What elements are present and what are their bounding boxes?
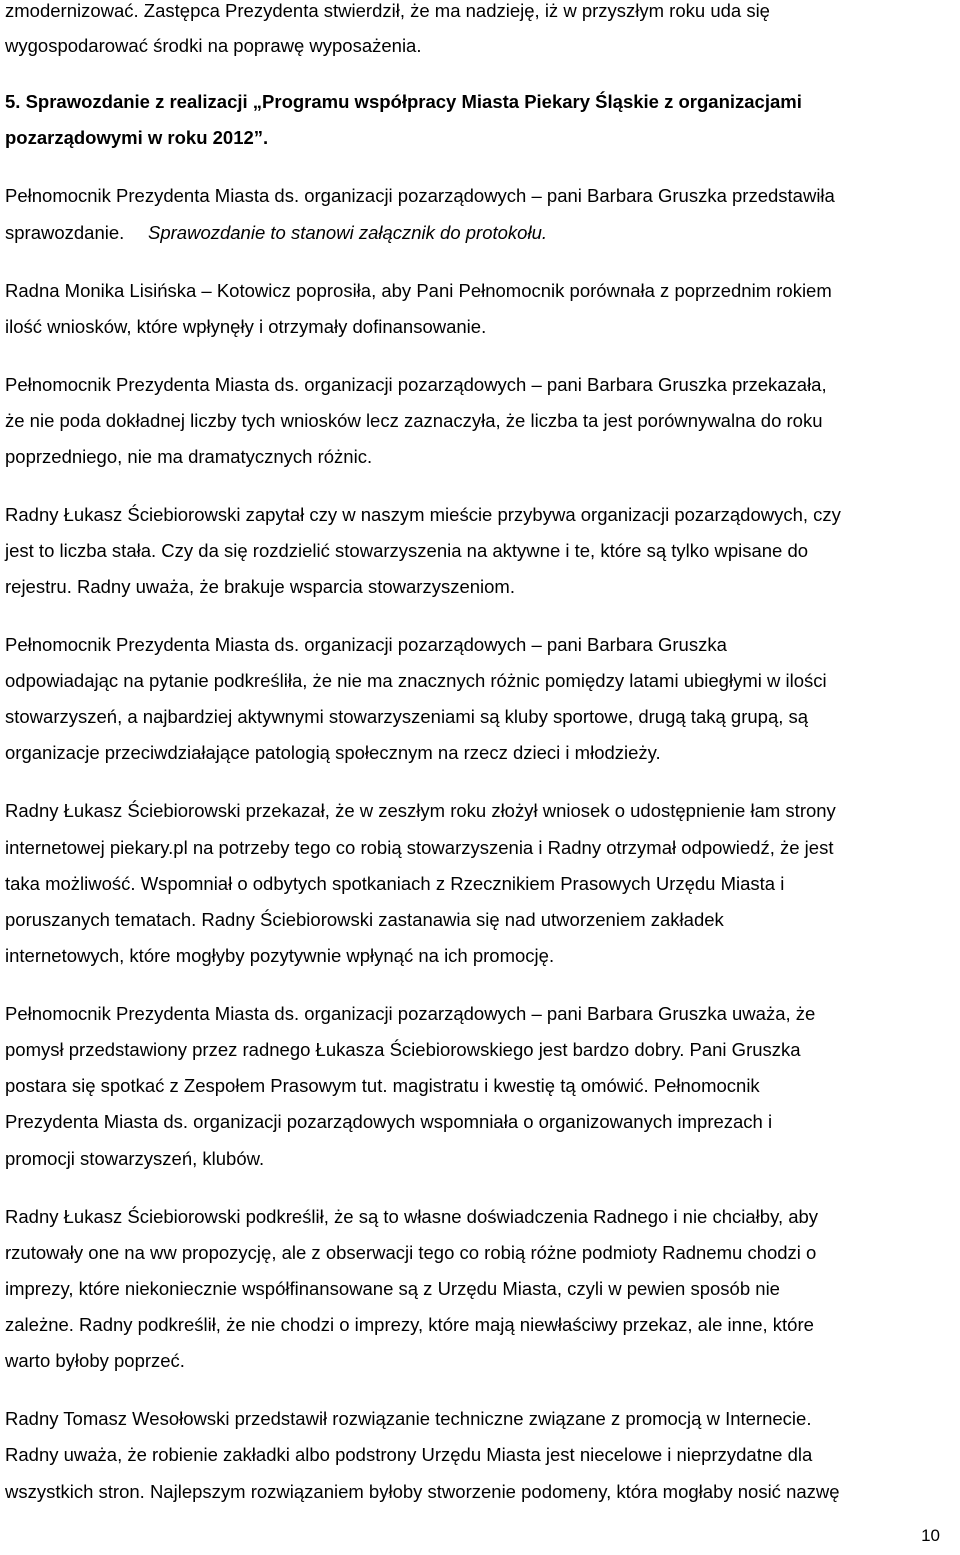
text-line: organizacje przeciwdziałające patologią społecznym na rzecz dzieci i młodzieży. [5,742,661,763]
text-line: internetowej piekary.pl na potrzeby tego co robią stowarzyszenia i Radny otrzymał odpowiedź, że jest [5,837,834,858]
text-line: odpowiadając na pytanie podkreśliła, że nie ma znacznych różnic pomiędzy latami ubiegłymi w ilości [5,670,827,691]
text-line: stowarzyszeń, a najbardziej aktywnymi stowarzyszeniami są kluby sportowe, drugą taką grupą, są [5,706,809,727]
text-line: postara się spotkać z Zespołem Prasowym tut. magistratu i kwestię tą omówić. Pełnomocnik [5,1075,760,1096]
text-line: zależne. Radny podkreślił, że nie chodzi o imprezy, które mają niewłaściwy przekaz, ale inne, które [5,1314,814,1335]
text-line: Pełnomocnik Prezydenta Miasta ds. organizacji pozarządowych – pani Barbara Gruszka [5,634,727,655]
text-line: Radny Tomasz Wesołowski przedstawił rozwiązanie techniczne związane z promocją w Internecie. [5,1408,812,1429]
section-heading: pozarządowymi w roku 2012”. [5,127,269,148]
page-number: 10 [921,1526,940,1545]
text-line: wygospodarować środki na poprawę wyposażenia. [5,35,422,56]
text-line: Pełnomocnik Prezydenta Miasta ds. organizacji pozarządowych – pani Barbara Gruszka przekazała, [5,374,827,395]
text-line: wszystkich stron. Najlepszym rozwiązaniem byłoby stworzenie podomeny, która mogłaby nosić nazwę [5,1481,840,1502]
text-line: Pełnomocnik Prezydenta Miasta ds. organizacji pozarządowych – pani Barbara Gruszka przedstawiła [5,185,835,206]
text-line: Pełnomocnik Prezydenta Miasta ds. organizacji pozarządowych – pani Barbara Gruszka uważa, że [5,1003,816,1024]
italic-note: Sprawozdanie to stanowi załącznik do protokołu. [148,222,548,243]
text-line: sprawozdanie. [5,222,125,243]
text-line: promocji stowarzyszeń, klubów. [5,1148,265,1169]
text-line: imprezy, które niekoniecznie współfinansowane są z Urzędu Miasta, czyli w pewien sposób nie [5,1278,780,1299]
text-line: ilość wniosków, które wpłynęły i otrzymały dofinansowanie. [5,316,487,337]
text-line: rejestru. Radny uważa, że brakuje wsparcia stowarzyszeniom. [5,576,515,597]
text-line: zmodernizować. Zastępca Prezydenta stwierdził, że ma nadzieję, iż w przyszłym roku uda się [5,0,770,21]
section-heading: 5. Sprawozdanie z realizacji „Programu współpracy Miasta Piekary Śląskie z organizacjami [5,91,802,112]
text-line: Radny Łukasz Ściebiorowski przekazał, że w zeszłym roku złożył wniosek o udostępnienie łam strony [5,800,836,821]
text-line: Radny Łukasz Ściebiorowski zapytał czy w naszym mieście przybywa organizacji pozarządowych, czy [5,504,841,525]
text-line: taka możliwość. Wspomniał o odbytych spotkaniach z Rzecznikiem Prasowych Urzędu Miasta i [5,873,785,894]
text-line: Radny Łukasz Ściebiorowski podkreślił, że są to własne doświadczenia Radnego i nie chciałby, aby [5,1206,819,1227]
text-line: poruszanych tematach. Radny Ściebiorowski zastanawia się nad utworzeniem zakładek [5,909,724,930]
text-line: Radna Monika Lisińska – Kotowicz poprosiła, aby Pani Pełnomocnik porównała z poprzednim rokiem [5,280,832,301]
text-line: rzutowały one na ww propozycję, ale z obserwacji tego co robią różne podmioty Radnemu chodzi o [5,1242,817,1263]
text-line: jest to liczba stała. Czy da się rozdzielić stowarzyszenia na aktywne i te, które są tylko wpisane do [5,540,809,561]
text-line: warto byłoby poprzeć. [5,1350,185,1371]
text-line: Prezydenta Miasta ds. organizacji pozarządowych wspomniała o organizowanych imprezach i [5,1111,773,1132]
text-line: poprzedniego, nie ma dramatycznych różnic. [5,446,373,467]
text-line: pomysł przedstawiony przez radnego Łukasza Ściebiorowskiego jest bardzo dobry. Pani Gruszka [5,1039,801,1060]
text-line: internetowych, które mogłyby pozytywnie wpłynąć na ich promocję. [5,945,555,966]
text-line: Radny uważa, że robienie zakładki albo podstrony Urzędu Miasta jest niecelowe i nieprzydatne dla [5,1444,813,1465]
text-line: że nie poda dokładnej liczby tych wniosków lecz zaznaczyła, że liczba ta jest porównywalna do roku [5,410,823,431]
